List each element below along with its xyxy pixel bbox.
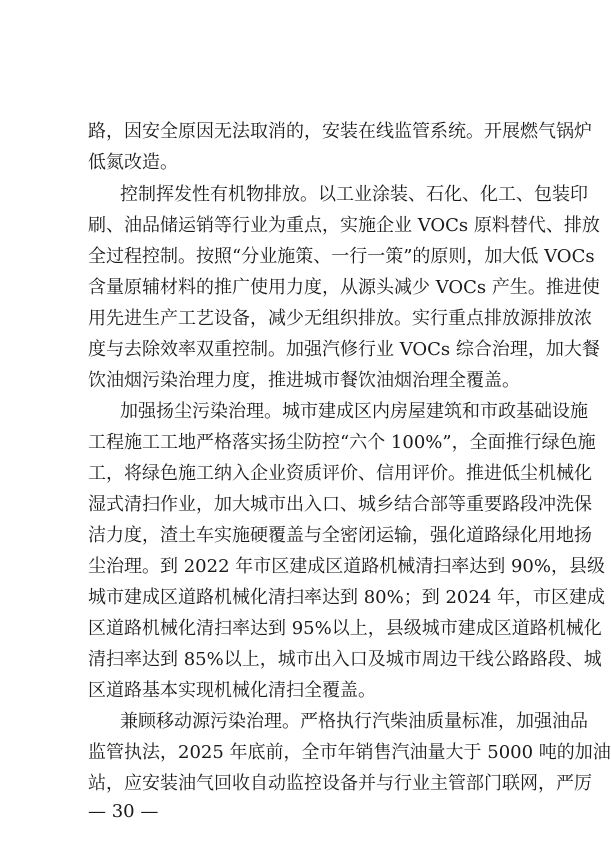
text-line: 含量原辅材料的推广使用力度，从源头减少 VOCs 产生。推进使: [88, 277, 600, 298]
text-line: 站，应安装油气回收自动监控设备并与行业主管部门联网，严厉: [88, 773, 592, 794]
text-line: 监管执法，2025 年底前，全市年销售汽油量大于 5000 吨的加油: [88, 742, 611, 763]
text-line: 清扫率达到 85%以上，城市出入口及城市周边干线公路路段、城: [88, 649, 602, 670]
text-line: 区道路基本实现机械化清扫全覆盖。: [88, 680, 376, 701]
text-line: 工，将绿色施工纳入企业资质评价、信用评价。推进低尘机械化: [88, 463, 592, 484]
text-line: 工程施工工地严格落实扬尘防控“六个 100%”，全面推行绿色施: [88, 432, 596, 453]
page-number: — 30 —: [88, 801, 159, 822]
text-line: 度与去除效率双重控制。加强汽修行业 VOCs 综合治理，加大餐: [88, 339, 600, 360]
text-line: 饮油烟污染治理力度，推进城市餐饮油烟治理全覆盖。: [88, 370, 520, 391]
paragraph-mobile-source-start: 兼顾移动源污染治理。严格执行汽柴油质量标准，加强油品: [120, 711, 588, 732]
paragraph-dust-control-start: 加强扬尘污染治理。城市建成区内房屋建筑和市政基础设施: [120, 401, 588, 422]
text-line: 湿式清扫作业，加大城市出入口、城乡结合部等重要路段冲洗保: [88, 494, 592, 515]
text-line: 区道路机械化清扫率达到 95%以上，县级城市建成区道路机械化: [88, 618, 602, 639]
text-line: 用先进生产工艺设备，减少无组织排放。实行重点排放源排放浓: [88, 308, 592, 329]
text-line: 路，因安全原因无法取消的，安装在线监管系统。开展燃气锅炉: [88, 121, 592, 142]
text-line: 尘治理。到 2022 年市区建成区道路机械清扫率达到 90%，县级: [88, 556, 605, 577]
paragraph-voc-control-start: 控制挥发性有机物排放。以工业涂装、石化、化工、包装印: [120, 184, 588, 205]
text-line: 洁力度，渣土车实施硬覆盖与全密闭运输，强化道路绿化用地扬: [88, 525, 592, 546]
text-line: 刷、油品储运销等行业为重点，实施企业 VOCs 原料替代、排放: [88, 215, 600, 236]
text-line: 全过程控制。按照“分业施策、一行一策”的原则，加大低 VOCs: [88, 246, 595, 267]
text-line: 城市建成区道路机械化清扫率达到 80%；到 2024 年，市区建成: [88, 587, 605, 608]
text-line: 低氮改造。: [88, 152, 178, 173]
